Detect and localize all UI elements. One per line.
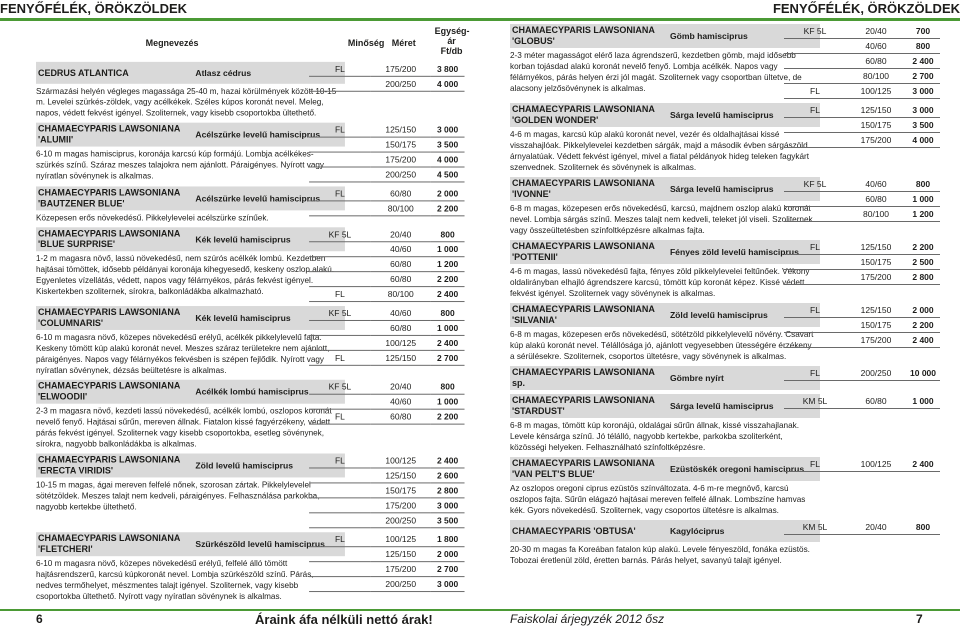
size-cell: 60/80 xyxy=(371,257,431,272)
product-common-name: Acélszürke levelű hamisciprus xyxy=(195,193,321,204)
price-cell: 4 500 xyxy=(431,168,465,183)
size-cell: 150/175 xyxy=(846,255,906,270)
product-entry xyxy=(36,306,465,376)
size-cell: 125/150 xyxy=(846,103,906,118)
size-cell: 125/150 xyxy=(371,468,431,483)
quality-cell: KF 5L xyxy=(784,24,846,39)
quality-cell: FL xyxy=(784,366,846,381)
size-cell: 20/40 xyxy=(371,227,431,242)
price-table xyxy=(784,366,940,381)
product-name: CHAMAECYPARIS LAWSONIANA 'COLUMNARIS' xyxy=(37,307,181,328)
price-table xyxy=(784,177,940,222)
product-entry xyxy=(510,457,940,516)
header-size: Méret xyxy=(391,37,416,48)
product-entry xyxy=(510,520,940,566)
price-cell: 4 000 xyxy=(431,153,465,168)
size-cell: 175/200 xyxy=(846,133,906,148)
size-cell: 20/40 xyxy=(371,380,431,395)
quality-cell xyxy=(309,153,371,168)
quality-cell xyxy=(309,257,371,272)
price-cell: 2 200 xyxy=(906,240,940,255)
product-name: CHAMAECYPARIS LAWSONIANA 'IVONNE' xyxy=(512,178,655,199)
price-table xyxy=(309,227,464,302)
quality-cell xyxy=(784,255,846,270)
price-cell: 2 200 xyxy=(431,272,465,287)
quality-cell: FL xyxy=(309,410,371,425)
quality-cell: FL xyxy=(784,457,846,472)
size-cell: 125/150 xyxy=(371,547,431,562)
product-name: CHAMAECYPARIS LAWSONIANA 'FLETCHERI' xyxy=(37,533,181,555)
product-entry xyxy=(36,454,465,529)
price-table xyxy=(309,532,464,592)
product-description: 10-15 m magas, ágai mereven felfelé nőnek, szorosan zártak. Pikkelylevelei sötétzöldek. Meszes talajt nem kedveli, páraigényes. Felhasználása parkokba, nagyobb kertekbe ültethető. xyxy=(36,480,320,512)
size-cell: 20/40 xyxy=(846,24,906,39)
product-description: 6-10 m magasra növő, közepes növekedésű erélyű, acélkék pikkelylevelű fajta. Keskeny tömött kúp alakú koronát nevel. Meszes száraz területekre nem ajánlott, páraigényes. Napos vagy félárnyékos fekvésben is szépen fejlődik. Nyírott vagy nyíratlan sövénynek, dézsás beültetésre is alkalmas. xyxy=(36,332,330,375)
size-cell: 100/125 xyxy=(371,454,431,469)
size-cell: 60/80 xyxy=(846,394,906,409)
quality-cell xyxy=(309,577,371,592)
product-entry xyxy=(510,177,940,236)
product-name: CHAMAECYPARIS LAWSONIANA 'ERECTA VIRIDIS' xyxy=(37,454,181,476)
price-cell: 1 200 xyxy=(431,257,465,272)
price-cell: 2 600 xyxy=(431,468,465,483)
product-description: 4-6 m magas, lassú növekedésű fajta, fényes zöld pikkelylevelei feltűnőek. Vékony oldalirányban elhajló ágrendszere karcsú, tömött kúp koronát képez. Kissé védett fekvést igényel. Szoliternek vagy sövénynek is alkalmas. xyxy=(510,267,810,298)
price-cell: 3 000 xyxy=(431,577,465,592)
size-cell: 125/150 xyxy=(371,351,431,366)
price-table xyxy=(309,306,464,366)
product-common-name: Sárga levelű hamisciprus xyxy=(669,184,774,194)
catalog-title: Faiskolai árjegyzék 2012 ősz xyxy=(510,612,665,626)
size-cell: 40/60 xyxy=(371,395,431,410)
quality-cell: FL xyxy=(309,454,371,469)
quality-cell: KF 5L xyxy=(309,306,371,321)
price-cell: 1 000 xyxy=(431,242,465,257)
quality-cell: FL xyxy=(784,303,846,318)
price-note: Áraink áfa nélküli nettó árak! xyxy=(255,612,433,627)
price-table xyxy=(784,240,940,285)
price-cell: 1 000 xyxy=(431,321,465,336)
quality-cell: FL xyxy=(309,186,371,201)
product-description: 6-8 m magas, közepesen erős növekedésű, karcsú, majdnem oszlop alakú koronát nevel. Lombja sárgás színű. Meszes talajt nem kedveli, teleket jól viseli. Szoliternek vagy összeültetésben színfoltképzésre alkalmas fajta. xyxy=(510,204,813,235)
product-name: CHAMAECYPARIS LAWSONIANA 'ELWOODII' xyxy=(37,380,181,402)
product-entry xyxy=(36,227,465,302)
price-cell: 2 700 xyxy=(431,562,465,577)
product-common-name: Szürkészöld levelű hamisciprus xyxy=(195,539,325,550)
price-table xyxy=(784,457,940,472)
product-name: CHAMAECYPARIS LAWSONIANA 'GOLDEN WONDER' xyxy=(512,104,655,125)
size-cell: 175/200 xyxy=(371,153,431,168)
product-entry xyxy=(510,303,940,362)
product-common-name: Gömbre nyírt xyxy=(669,373,724,383)
size-cell: 80/100 xyxy=(371,287,431,302)
quality-cell: FL xyxy=(309,62,371,77)
product-name: CEDRUS ATLANTICA xyxy=(37,67,129,78)
quality-cell: KF 5L xyxy=(784,177,846,192)
product-description: 6-8 m magas, tömött kúp koronájú, oldalágai sűrűn állnak, kissé visszahajlanak. Levele kénsárga színű. Jó télálló, nagyobb kertekbe, parkokba szoliterként, közösségi helyeken. Felhasználható színfoltképzésre. xyxy=(510,421,799,452)
product-description: Származási helyén végleges magassága 25-40 m, hazai körülmények között 10-15 m. Levelei szürkés-zöldek, vagy acélkékek. Széles kúpos koronát nevel. Meleg, napos, védett fekvést igényel. Szoliternek, vagy kisebb csoportokba ültethető. xyxy=(36,86,337,118)
product-entry xyxy=(510,103,940,173)
price-table xyxy=(784,394,940,409)
product-common-name: Zöld levelű hamisciprus xyxy=(669,310,768,320)
product-common-name: Sárga levelű hamisciprus xyxy=(669,110,774,120)
product-name: CHAMAECYPARIS LAWSONIANA 'SILVANIA' xyxy=(512,304,655,325)
quality-cell: FL xyxy=(309,287,371,302)
size-cell: 80/100 xyxy=(371,201,431,216)
price-cell: 2 500 xyxy=(906,255,940,270)
product-entry xyxy=(36,532,465,602)
size-cell: 175/200 xyxy=(371,498,431,513)
quality-cell xyxy=(309,468,371,483)
price-cell: 3 000 xyxy=(431,123,465,138)
product-description: 20-30 m magas fa Koreában fatalon kúp alakú. Levele fényeszöld, fonákа ezüstös. Tobozai éretlenül zöld, éretten barnás. Párás helyet, savanyú talajt igényel. xyxy=(510,545,810,565)
price-cell: 4 000 xyxy=(906,133,940,148)
quality-cell: FL xyxy=(309,351,371,366)
quality-cell: FL xyxy=(309,532,371,547)
price-cell: 2 400 xyxy=(431,336,465,351)
price-cell: 2 800 xyxy=(431,483,465,498)
product-description: 6-10 m magasra növő, közepes növekedésű erélyű, felfelé álló tömött hajtásrendszerű, karcsú kúpkoronát nevel. Lombja szürkészöld színű. Párás, nedves termőhelyet, mészmentes talajt igényel. Szoliternek, vagy kisebb csoportokba ültethető. Nyírott vagy nyíratlan sövénynek is alkalmas. xyxy=(36,559,314,602)
quality-cell xyxy=(309,77,371,92)
product-common-name: Fényes zöld levelű hamisciprus xyxy=(669,247,799,257)
quality-cell xyxy=(784,207,846,222)
size-cell: 100/125 xyxy=(371,336,431,351)
size-cell: 20/40 xyxy=(846,520,906,535)
price-table xyxy=(309,62,464,92)
product-entry xyxy=(36,186,465,223)
size-cell: 60/80 xyxy=(846,192,906,207)
price-table xyxy=(309,123,464,183)
size-cell: 200/250 xyxy=(371,168,431,183)
product-name: CHAMAECYPARIS LAWSONIANA 'VAN PELT'S BLUE' xyxy=(512,458,655,479)
size-cell: 125/150 xyxy=(846,303,906,318)
quality-cell xyxy=(784,318,846,333)
quality-cell xyxy=(784,54,846,69)
size-cell: 150/175 xyxy=(846,318,906,333)
quality-cell xyxy=(784,39,846,54)
product-description: 2-3 méter magasságot elérő laza ágrendszerű, kezdetben gömb, majd idősebb korban tojásdad alakú koronát nevelő fenyő. Lombja acélkék. Napos vagy félárnyékos, párás helyen érzi jól magát. Szoliternek vagy csoportban ültetve, de alacsony jelzősövénynek is alkalmas. xyxy=(510,51,802,93)
product-entry xyxy=(36,380,465,450)
quality-cell xyxy=(309,201,371,216)
quality-cell xyxy=(309,242,371,257)
size-cell: 60/80 xyxy=(371,321,431,336)
product-description: 4-6 m magas, karcsú kúp alakú koronát nevel, vezér és oldalhajtásai kissé visszahajlóak. Pikkelylevelei kezdetben sárgák, majd a második évben sárgászöld árnyalatúak. Védett fekvést igényel, mivel a fiatal példányok hideg teleken fagykárt szenvednek. Szoliternek és sövénynek is alkalmas. xyxy=(510,130,810,172)
quality-cell xyxy=(309,498,371,513)
quality-cell: FL xyxy=(309,123,371,138)
quality-cell xyxy=(784,333,846,348)
quality-cell: KF 5L xyxy=(309,380,371,395)
size-cell: 150/175 xyxy=(371,138,431,153)
price-cell: 2 400 xyxy=(431,287,465,302)
header-left: FENYŐFÉLÉK, ÖRÖKZÖLDEK xyxy=(0,1,188,16)
price-cell: 2 400 xyxy=(906,54,940,69)
size-cell: 175/200 xyxy=(371,62,431,77)
size-cell: 200/250 xyxy=(371,513,431,528)
product-common-name: Ezüstöskék oregoni hamisciprus xyxy=(669,464,805,474)
quality-cell: FL xyxy=(784,240,846,255)
quality-cell: FL xyxy=(784,103,846,118)
product-entry xyxy=(510,240,940,299)
quality-cell xyxy=(309,547,371,562)
size-cell: 40/60 xyxy=(846,177,906,192)
price-cell: 800 xyxy=(431,306,465,321)
size-cell: 125/150 xyxy=(846,240,906,255)
quality-cell xyxy=(309,483,371,498)
price-cell: 2 200 xyxy=(431,201,465,216)
quality-cell xyxy=(784,118,846,133)
size-cell: 125/150 xyxy=(371,123,431,138)
price-cell: 2 400 xyxy=(906,457,940,472)
quality-cell xyxy=(309,321,371,336)
product-common-name: Kék levelű hamisciprus xyxy=(195,234,291,245)
price-cell: 2 000 xyxy=(906,303,940,318)
price-cell: 3 500 xyxy=(906,118,940,133)
price-table xyxy=(784,103,940,148)
price-cell: 2 200 xyxy=(431,410,465,425)
price-table xyxy=(784,303,940,348)
size-cell: 150/175 xyxy=(846,118,906,133)
quality-cell xyxy=(784,192,846,207)
header-name: Megnevezés xyxy=(145,37,199,48)
product-common-name: Sárga levelű hamisciprus xyxy=(669,401,774,411)
size-cell: 200/250 xyxy=(371,77,431,92)
product-common-name: Gömb hamisciprus xyxy=(669,31,748,41)
price-cell: 1 000 xyxy=(431,395,465,410)
size-cell: 200/250 xyxy=(371,577,431,592)
product-description: 1-2 m magasra növő, lassú növekedésű, nem szúrós acélkék lombú. Kezdetben hajtásai tömöttek, idősebb példányai koronája kihegyesedő, keskeny oszlop alakú. Egyenletes vízellátás, védett, napos vagy félárnyékos, párás fekvést igényel. Kiskertekben szoliternek, sírokra, balkonládákba alkalmazható. xyxy=(36,254,335,297)
price-cell: 3 000 xyxy=(906,103,940,118)
price-table xyxy=(784,520,940,535)
product-common-name: Acélkék lombú hamisciprus xyxy=(195,386,309,397)
header-right: FENYŐFÉLÉK, ÖRÖKZÖLDEK xyxy=(772,1,960,16)
quality-cell xyxy=(309,272,371,287)
size-cell: 40/60 xyxy=(371,242,431,257)
product-name: CHAMAECYPARIS LAWSONIANA 'BLUE SURPRISE' xyxy=(37,228,181,250)
size-cell: 175/200 xyxy=(371,562,431,577)
product-name: CHAMAECYPARIS LAWSONIANA 'STARDUST' xyxy=(512,395,655,416)
size-cell: 175/200 xyxy=(846,270,906,285)
size-cell: 100/125 xyxy=(371,532,431,547)
table-header xyxy=(36,24,470,60)
product-entry xyxy=(510,24,940,99)
product-common-name: Acélszürke levelű hamisciprus xyxy=(195,129,321,140)
size-cell: 60/80 xyxy=(371,272,431,287)
size-cell: 175/200 xyxy=(846,333,906,348)
quality-cell xyxy=(309,336,371,351)
price-table xyxy=(309,380,464,425)
product-description: Közepesen erős növekedésű. Pikkelylevelei acélszürke színűek. xyxy=(36,213,269,223)
price-table xyxy=(309,186,464,216)
quality-cell xyxy=(309,138,371,153)
price-cell: 1 800 xyxy=(431,532,465,547)
product-name: CHAMAECYPARIS LAWSONIANA sp. xyxy=(512,367,655,388)
price-cell: 3 000 xyxy=(906,84,940,99)
price-table xyxy=(309,454,464,529)
product-name: CHAMAECYPARIS 'OBTUSA' xyxy=(512,525,636,536)
price-cell: 2 700 xyxy=(906,69,940,84)
product-common-name: Kagylóciprus xyxy=(669,526,725,536)
price-cell: 2 000 xyxy=(431,186,465,201)
product-common-name: Atlasz cédrus xyxy=(195,67,252,78)
size-cell: 80/100 xyxy=(846,69,906,84)
left-column xyxy=(36,24,470,602)
page-number-right: 7 xyxy=(916,612,923,626)
price-cell: 800 xyxy=(906,39,940,54)
product-description: 6-8 m magas, közepesen erős növekedésű, sötétzöld pikkelylevelű növény. Csavart kúp alakú koronát nevel. Télállósága jó, ajánlott vegyesebben ütességére érzékeny a sérülésekre. Szoliternek, csoportos ültetésre, vagy sövénynek is alkalmas. xyxy=(510,330,814,361)
product-name: CHAMAECYPARIS LAWSONIANA 'ALUMII' xyxy=(37,123,181,145)
price-cell: 2 400 xyxy=(431,454,465,469)
quality-cell xyxy=(309,562,371,577)
header-unit: Egység-ár Ft/db xyxy=(434,25,470,56)
quality-cell: FL xyxy=(784,84,846,99)
quality-cell: KM 5L xyxy=(784,394,846,409)
product-name: CHAMAECYPARIS LAWSONIANA 'POTTENII' xyxy=(512,241,655,262)
product-name: CHAMAECYPARIS LAWSONIANA 'GLOBUS' xyxy=(512,25,655,46)
quality-cell xyxy=(309,513,371,528)
quality-cell xyxy=(309,395,371,410)
size-cell: 40/60 xyxy=(371,306,431,321)
price-cell: 1 000 xyxy=(906,394,940,409)
price-cell: 3 500 xyxy=(431,138,465,153)
size-cell: 100/125 xyxy=(846,457,906,472)
price-cell: 800 xyxy=(906,520,940,535)
price-cell: 4 000 xyxy=(431,77,465,92)
price-cell: 2 200 xyxy=(906,318,940,333)
product-description: 6-10 m magas hamisciprus, koronája karcsú kúp formájú. Lombja acélkékes-szürkés színű. Száraz meszes talajokra nem ajánlott. Páraigényes. Nyírott vagy nyíratlan sövénynek is alkalmas. xyxy=(36,149,324,181)
price-cell: 3 800 xyxy=(431,62,465,77)
price-cell: 2 800 xyxy=(906,270,940,285)
product-entry xyxy=(36,62,465,119)
size-cell: 100/125 xyxy=(846,84,906,99)
size-cell: 60/80 xyxy=(371,410,431,425)
price-cell: 10 000 xyxy=(906,366,940,381)
price-cell: 700 xyxy=(906,24,940,39)
price-table xyxy=(784,24,940,99)
quality-cell xyxy=(784,270,846,285)
price-cell: 1 000 xyxy=(906,192,940,207)
product-description: Az oszlopos oregoni ciprus ezüstös színváltozata. 4-6 m-re megnövő, karcsú oszlopos fajta. Sűrűn elágazó hajtásai mereven felfelé állnak. Lombszíne hamvas kék. Gyors növekedésű. Szoliternek, vagy csoportos ültetésre is alkalmas. xyxy=(510,484,806,515)
top-divider xyxy=(0,18,960,21)
price-cell: 800 xyxy=(906,177,940,192)
quality-cell xyxy=(784,133,846,148)
quality-cell: KM 5L xyxy=(784,520,846,535)
product-name: CHAMAECYPARIS LAWSONIANA 'BAUTZENER BLUE' xyxy=(37,187,181,209)
price-cell: 3 000 xyxy=(431,498,465,513)
size-cell: 80/100 xyxy=(846,207,906,222)
price-cell: 2 700 xyxy=(431,351,465,366)
quality-cell xyxy=(309,168,371,183)
size-cell: 200/250 xyxy=(846,366,906,381)
price-cell: 3 500 xyxy=(431,513,465,528)
size-cell: 150/175 xyxy=(371,483,431,498)
size-cell: 60/80 xyxy=(371,186,431,201)
product-description: 2-3 m magasra növő, kezdeti lassú növekedésű, acélkék lombú, oszlopos koronát nevelő fenyő. Hajtásai sűrűn, mereven állnak. Fiatalon kissé fagyérzékeny, védett párás fekvést igényel. Szoliternek vagy kisebb csoportokba, esetleg sövénynek, sírokra, nagyobb balkonládákba is alkalmas. xyxy=(36,406,332,449)
page-number-left: 6 xyxy=(36,612,43,626)
product-entry xyxy=(510,394,940,453)
price-cell: 800 xyxy=(431,227,465,242)
size-cell: 40/60 xyxy=(846,39,906,54)
header-quality: Minőség xyxy=(347,37,385,48)
size-cell: 60/80 xyxy=(846,54,906,69)
product-common-name: Kék levelű hamisciprus xyxy=(195,313,291,323)
product-entry xyxy=(36,123,465,183)
price-cell: 1 200 xyxy=(906,207,940,222)
product-entry xyxy=(510,366,940,390)
quality-cell: KF 5L xyxy=(309,227,371,242)
price-cell: 2 400 xyxy=(906,333,940,348)
price-cell: 800 xyxy=(431,380,465,395)
product-common-name: Zöld levelű hamisciprus xyxy=(195,460,293,471)
bottom-divider xyxy=(0,609,960,611)
price-cell: 2 000 xyxy=(431,547,465,562)
quality-cell xyxy=(784,69,846,84)
